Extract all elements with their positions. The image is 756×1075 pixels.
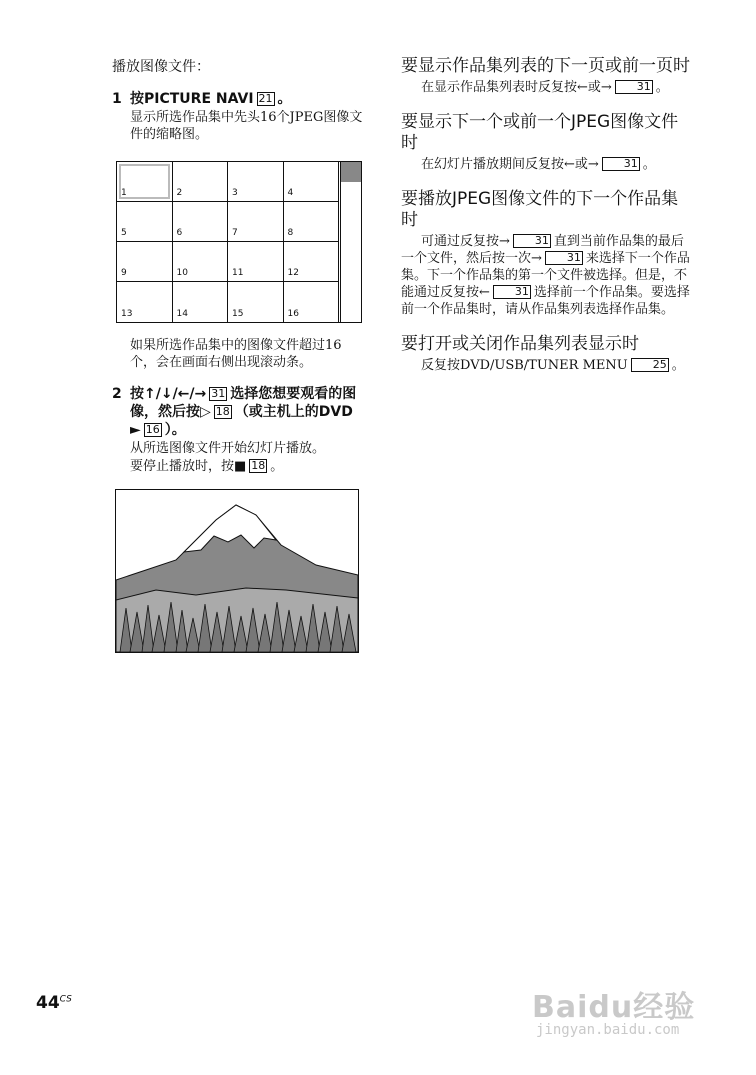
thumbnail-cell [173, 242, 229, 282]
key-reference: 31 [513, 234, 551, 248]
section-toggle-list [401, 334, 691, 374]
play-icon: ▷ [200, 404, 211, 420]
step-1-heading-end: 。 [277, 91, 292, 107]
thumbnail-number: 16 [287, 309, 299, 319]
section-next-page [401, 56, 691, 96]
body-text-end: 。 [655, 80, 669, 95]
thumbnail-cell [173, 282, 229, 322]
body-text: 直到当前作品集的最后一个文件，然后按一次→ [401, 234, 684, 266]
body-text: 来选择下一个作品集。下一个作品集的第一个文件被选择。但是，不能通过反复按← [401, 251, 690, 300]
right-column [401, 56, 691, 390]
section-next-album [401, 189, 691, 318]
key-reference: 18 [251, 459, 266, 472]
step-1-body: 显示所选作品集中先头16个JPEG图像文件的缩略图。 [130, 110, 363, 142]
scrollbar [340, 162, 361, 322]
key-reference: 31 [602, 157, 640, 171]
watermark-logo-text: Baidu经验 [532, 990, 696, 1025]
thumbnail-number: 15 [232, 309, 244, 319]
body-text-end: 。 [671, 358, 685, 373]
section-body [401, 357, 691, 374]
thumbnail-number: 9 [121, 268, 127, 278]
section-body [401, 156, 691, 173]
stop-text: 要停止播放时，按■ [130, 459, 247, 474]
step-2-heading-b: 选择您想要观看的图像，然后按 [130, 386, 357, 420]
section-heading: 要打开或关闭作品集列表显示时 [401, 334, 639, 354]
body-text: 在显示作品集列表时反复按←或→ [421, 80, 612, 95]
body-text: 选择前一个作品集。要选择前一个作品集时，请从作品集列表选择作品集。 [401, 285, 690, 317]
step-1 [112, 90, 367, 143]
key-reference: 16 [145, 423, 160, 436]
step-2-heading [130, 385, 367, 439]
scroll-thumb [341, 162, 361, 182]
body-text: 在幻灯片播放期间反复按←或→ [421, 157, 599, 172]
thumbnail-number: 14 [176, 309, 188, 319]
thumbnail-number: 6 [176, 228, 183, 238]
thumbnail-cell [284, 282, 340, 322]
key-reference: 25 [631, 358, 669, 372]
thumbnail-number: 5 [121, 228, 127, 238]
key-reference: 31 [211, 387, 226, 400]
thumbnail-cell [228, 162, 284, 202]
body-text: 可通过反复按→ [421, 234, 510, 249]
mountain-illustration [115, 489, 359, 653]
thumbnail-number: 7 [232, 228, 238, 238]
thumbnail-cell [284, 242, 340, 282]
key-reference: 31 [493, 285, 531, 299]
page-language: CS [59, 994, 72, 1005]
thumbnail-cell [228, 242, 284, 282]
section-heading: 要播放JPEG图像文件的下一个作品集时 [401, 189, 679, 230]
key-reference: 21 [258, 92, 273, 105]
section-heading: 要显示下一个或前一个JPEG图像文件时 [401, 112, 679, 153]
thumbnail-cell [173, 162, 229, 202]
step-number: 1 [112, 91, 122, 107]
step-2-body-2 [130, 458, 367, 475]
scroll-note: 如果所选作品集中的图像文件超过16个，会在画面右侧出现滚动条。 [130, 338, 342, 370]
play-filled-icon: ► [130, 422, 141, 438]
step-2-heading-c: （或主机上的DVD [234, 404, 353, 420]
key-reference: 31 [615, 80, 653, 94]
key-reference: 31 [545, 251, 583, 265]
step-2 [112, 385, 367, 475]
thumbnail-cell [228, 202, 284, 242]
thumbnail-cell [117, 162, 173, 202]
step-2-heading-d: ）。 [164, 422, 186, 438]
section-body [401, 233, 691, 318]
thumbnail-cell [117, 282, 173, 322]
thumbnail-number: 1 [121, 188, 127, 198]
section-next-image [401, 112, 691, 173]
step-1-heading [130, 90, 367, 108]
body-text: 反复按DVD/USB/TUNER MENU [421, 358, 628, 373]
section-heading: 要显示作品集列表的下一页或前一页时 [401, 56, 690, 76]
page-number [36, 993, 72, 1013]
thumbnail-number: 13 [121, 309, 133, 319]
step-number: 2 [112, 386, 122, 402]
thumbnail-cell [117, 242, 173, 282]
thumbnail-number: 10 [176, 268, 188, 278]
thumbnail-number: 11 [232, 268, 244, 278]
thumbnail-grid-illustration [116, 161, 362, 323]
watermark [532, 962, 722, 1052]
page-number-value: 44 [36, 993, 60, 1013]
thumbnail-number: 3 [232, 188, 238, 198]
thumbnail-cell [284, 162, 340, 202]
thumbnail-number: 12 [287, 268, 299, 278]
thumbnail-cell [228, 282, 284, 322]
thumbnail-cell [284, 202, 340, 242]
thumbnail-cell [173, 202, 229, 242]
thumbnail-grid [117, 162, 339, 322]
section-body [401, 79, 691, 96]
section-title: 播放图像文件： [112, 59, 210, 75]
thumbnail-number: 8 [287, 228, 294, 238]
left-column [112, 56, 367, 653]
stop-text-end: 。 [270, 459, 284, 474]
step-2-heading-a: 按↑/↓/←/→ [130, 386, 207, 402]
key-reference: 18 [215, 405, 230, 418]
thumbnail-number: 2 [176, 188, 183, 198]
body-text-end: 。 [642, 157, 656, 172]
step-1-heading-text: 按PICTURE NAVI [130, 91, 254, 107]
thumbnail-number: 4 [287, 188, 294, 198]
watermark-url: jingyan.baidu.com [536, 1022, 680, 1038]
thumbnail-cell [117, 202, 173, 242]
step-2-body-1: 从所选图像文件开始幻灯片播放。 [130, 441, 326, 456]
